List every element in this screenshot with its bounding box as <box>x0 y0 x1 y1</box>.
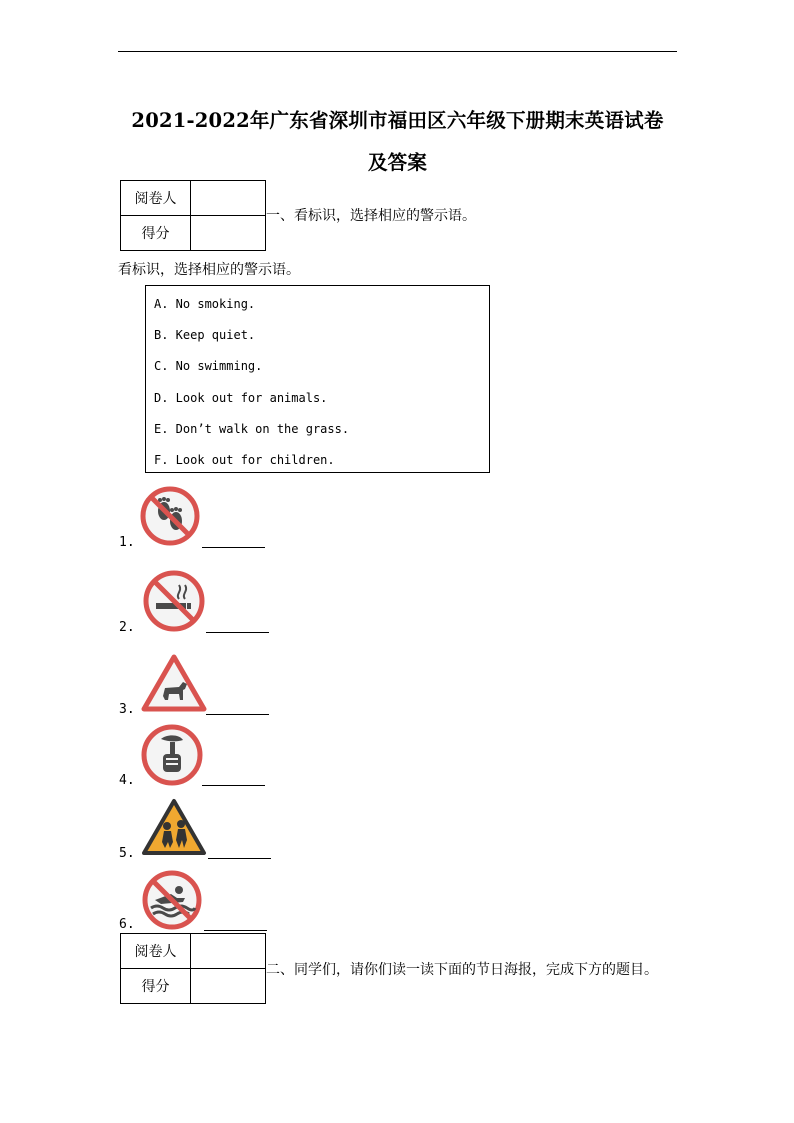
question-2-number: 2. <box>119 620 135 635</box>
section2-heading: 二、同学们，请你们读一读下面的节日海报，完成下方的题目。 <box>266 962 658 978</box>
score-label: 得分 <box>121 216 191 251</box>
reviewer-field-2[interactable] <box>191 934 266 969</box>
section1-heading: 一、看标识，选择相应的警示语。 <box>266 208 476 224</box>
option-a: A. No smoking. <box>154 297 256 311</box>
option-e: E. Don’t walk on the grass. <box>154 422 350 436</box>
question-3-answer-blank[interactable] <box>206 714 269 715</box>
children-crossing-warning-icon <box>141 798 207 856</box>
question-2-answer-blank[interactable] <box>206 632 269 633</box>
score-table <box>120 180 266 251</box>
score-field-2[interactable] <box>191 969 266 1004</box>
question-3-number: 3. <box>119 702 135 717</box>
no-swimming-icon <box>141 870 203 930</box>
no-walking-footprints-icon <box>140 486 200 546</box>
options-box <box>145 285 490 473</box>
question-5-number: 5. <box>119 846 135 861</box>
header-rule <box>118 51 677 52</box>
score-label-2: 得分 <box>121 969 191 1004</box>
question-5-answer-blank[interactable] <box>208 858 271 859</box>
option-b: B. Keep quiet. <box>154 328 256 342</box>
question-1-number: 1. <box>119 535 135 550</box>
animal-crossing-warning-icon <box>141 654 207 712</box>
option-f: F. Look out for children. <box>154 453 335 467</box>
no-smoking-icon <box>143 570 205 632</box>
keep-quiet-icon <box>141 724 203 786</box>
reviewer-field[interactable] <box>191 181 266 216</box>
reviewer-label: 阅卷人 <box>121 181 191 216</box>
reviewer-label-2: 阅卷人 <box>121 934 191 969</box>
question-1-answer-blank[interactable] <box>202 547 265 548</box>
question-4-number: 4. <box>119 773 135 788</box>
score-table-2 <box>120 933 266 1004</box>
option-d: D. Look out for animals. <box>154 391 328 405</box>
page-title: 2021-2022年广东省深圳市福田区六年级下册期末英语试卷 <box>131 109 664 132</box>
section1-instruction: 看标识，选择相应的警示语。 <box>118 262 300 278</box>
score-field[interactable] <box>191 216 266 251</box>
option-c: C. No swimming. <box>154 359 263 373</box>
question-4-answer-blank[interactable] <box>202 785 265 786</box>
question-6-answer-blank[interactable] <box>204 930 267 931</box>
question-6-number: 6. <box>119 917 135 932</box>
page-title-continued: 及答案 <box>367 151 428 174</box>
